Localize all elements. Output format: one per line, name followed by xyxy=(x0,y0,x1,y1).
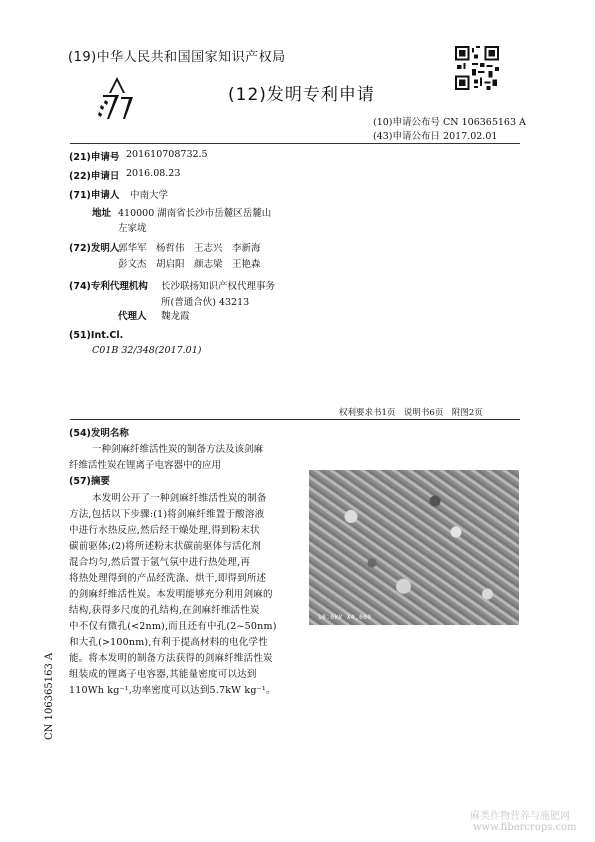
invention-title-line-1: 一种剑麻纤维活性炭的制备方法及该剑麻 xyxy=(92,444,264,455)
abstract-line: 能。将本发明的制备方法获得的剑麻纤维活性炭 xyxy=(69,653,273,664)
patent-agency-line-2: 所(普通合伙) 43213 xyxy=(161,297,250,308)
abstract-line: 本发明公开了一种剑麻纤维活性炭的制备 xyxy=(92,493,267,504)
abstract-line: 中不仅有微孔(<2nm),而且还有中孔(2~50nm) xyxy=(69,621,277,632)
sem-micrograph-image xyxy=(309,470,519,625)
abstract-line: 的剑麻纤维活性炭。本发明能够充分利用剑麻的 xyxy=(69,589,273,600)
abstract-label: (57)摘要 xyxy=(69,476,110,487)
invention-title-line-2: 纤维活性炭在锂离子电容器中的应用 xyxy=(69,460,222,471)
publication-date: (43)申请公布日 2017.02.01 xyxy=(373,131,498,142)
patent-agency-label: (74)专利代理机构 xyxy=(69,281,148,292)
inventors-line-1: 郭华军 杨哲伟 王志兴 李新海 xyxy=(118,243,261,254)
patent-agency-line-1: 长沙联扬知识产权代理事务 xyxy=(161,281,276,292)
sipo-logo-icon xyxy=(95,75,139,121)
abstract-line: 和大孔(>100nm),有利于提高材料的电化学性 xyxy=(69,637,268,648)
applicant-label: (71)申请人 xyxy=(69,190,120,201)
int-cl-code: C01B 32/348(2017.01) xyxy=(92,345,202,356)
publication-number: (10)申请公布号 CN 106365163 A xyxy=(373,117,526,128)
watermark-url: www.fibercrops.com xyxy=(473,822,577,833)
qr-code-icon xyxy=(455,46,499,90)
abstract-line: 将热处理得到的产品经洗涤、烘干,即得到所述 xyxy=(69,573,267,584)
application-date-label: (22)申请日 xyxy=(69,171,120,182)
invention-title-label: (54)发明名称 xyxy=(69,428,129,439)
abstract-line: 碳前驱体;(2)将所述粉末状碳前驱体与活化剂 xyxy=(69,541,262,552)
page-count-info: 权利要求书1页 说明书6页 附图2页 xyxy=(339,408,483,418)
body-divider xyxy=(70,419,520,420)
side-publication-number: CN 106365163 A xyxy=(44,652,55,740)
abstract-line: 中进行水热反应,然后经干燥处理,得到粉末状 xyxy=(69,525,260,536)
address-line-2: 左家垅 xyxy=(118,223,147,234)
application-date: 2016.08.23 xyxy=(126,168,181,179)
document-type-title: (12)发明专利申请 xyxy=(228,85,375,105)
abstract-line: 方法,包括以下步骤:(1)将剑麻纤维置于酸溶液 xyxy=(69,509,265,520)
abstract-line: 组装成的锂离子电容器,其能量密度可以达到 xyxy=(69,669,257,680)
watermark-site-name: 麻类作物营养与施肥网 xyxy=(470,811,570,822)
inventors-line-2: 彭文杰 胡启阳 颜志梁 王艳森 xyxy=(118,259,261,270)
application-number: 201610708732.5 xyxy=(126,149,208,160)
abstract-line: 混合均匀,然后置于氩气氛中进行热处理,再 xyxy=(69,557,251,568)
applicant-name: 中南大学 xyxy=(130,190,169,201)
inventors-label: (72)发明人 xyxy=(69,243,120,254)
patent-office-title: (19)中华人民共和国国家知识产权局 xyxy=(68,50,286,65)
abstract-line: 110Wh kg⁻¹,功率密度可以达到5.7kW kg⁻¹。 xyxy=(69,685,276,696)
address-label: 地址 xyxy=(92,208,112,219)
application-number-label: (21)申请号 xyxy=(69,152,120,163)
address-line-1: 410000 湖南省长沙市岳麓区岳麓山 xyxy=(118,208,272,219)
agent-name: 魏龙霞 xyxy=(161,311,190,322)
abstract-line: 结构,获得多尺度的孔结构,在剑麻纤维活性炭 xyxy=(69,605,260,616)
micrograph-caption: 10.0kV X4,000 xyxy=(318,614,372,621)
int-cl-label: (51)Int.Cl. xyxy=(69,330,124,341)
header-divider xyxy=(70,143,520,144)
agent-label: 代理人 xyxy=(118,311,147,322)
